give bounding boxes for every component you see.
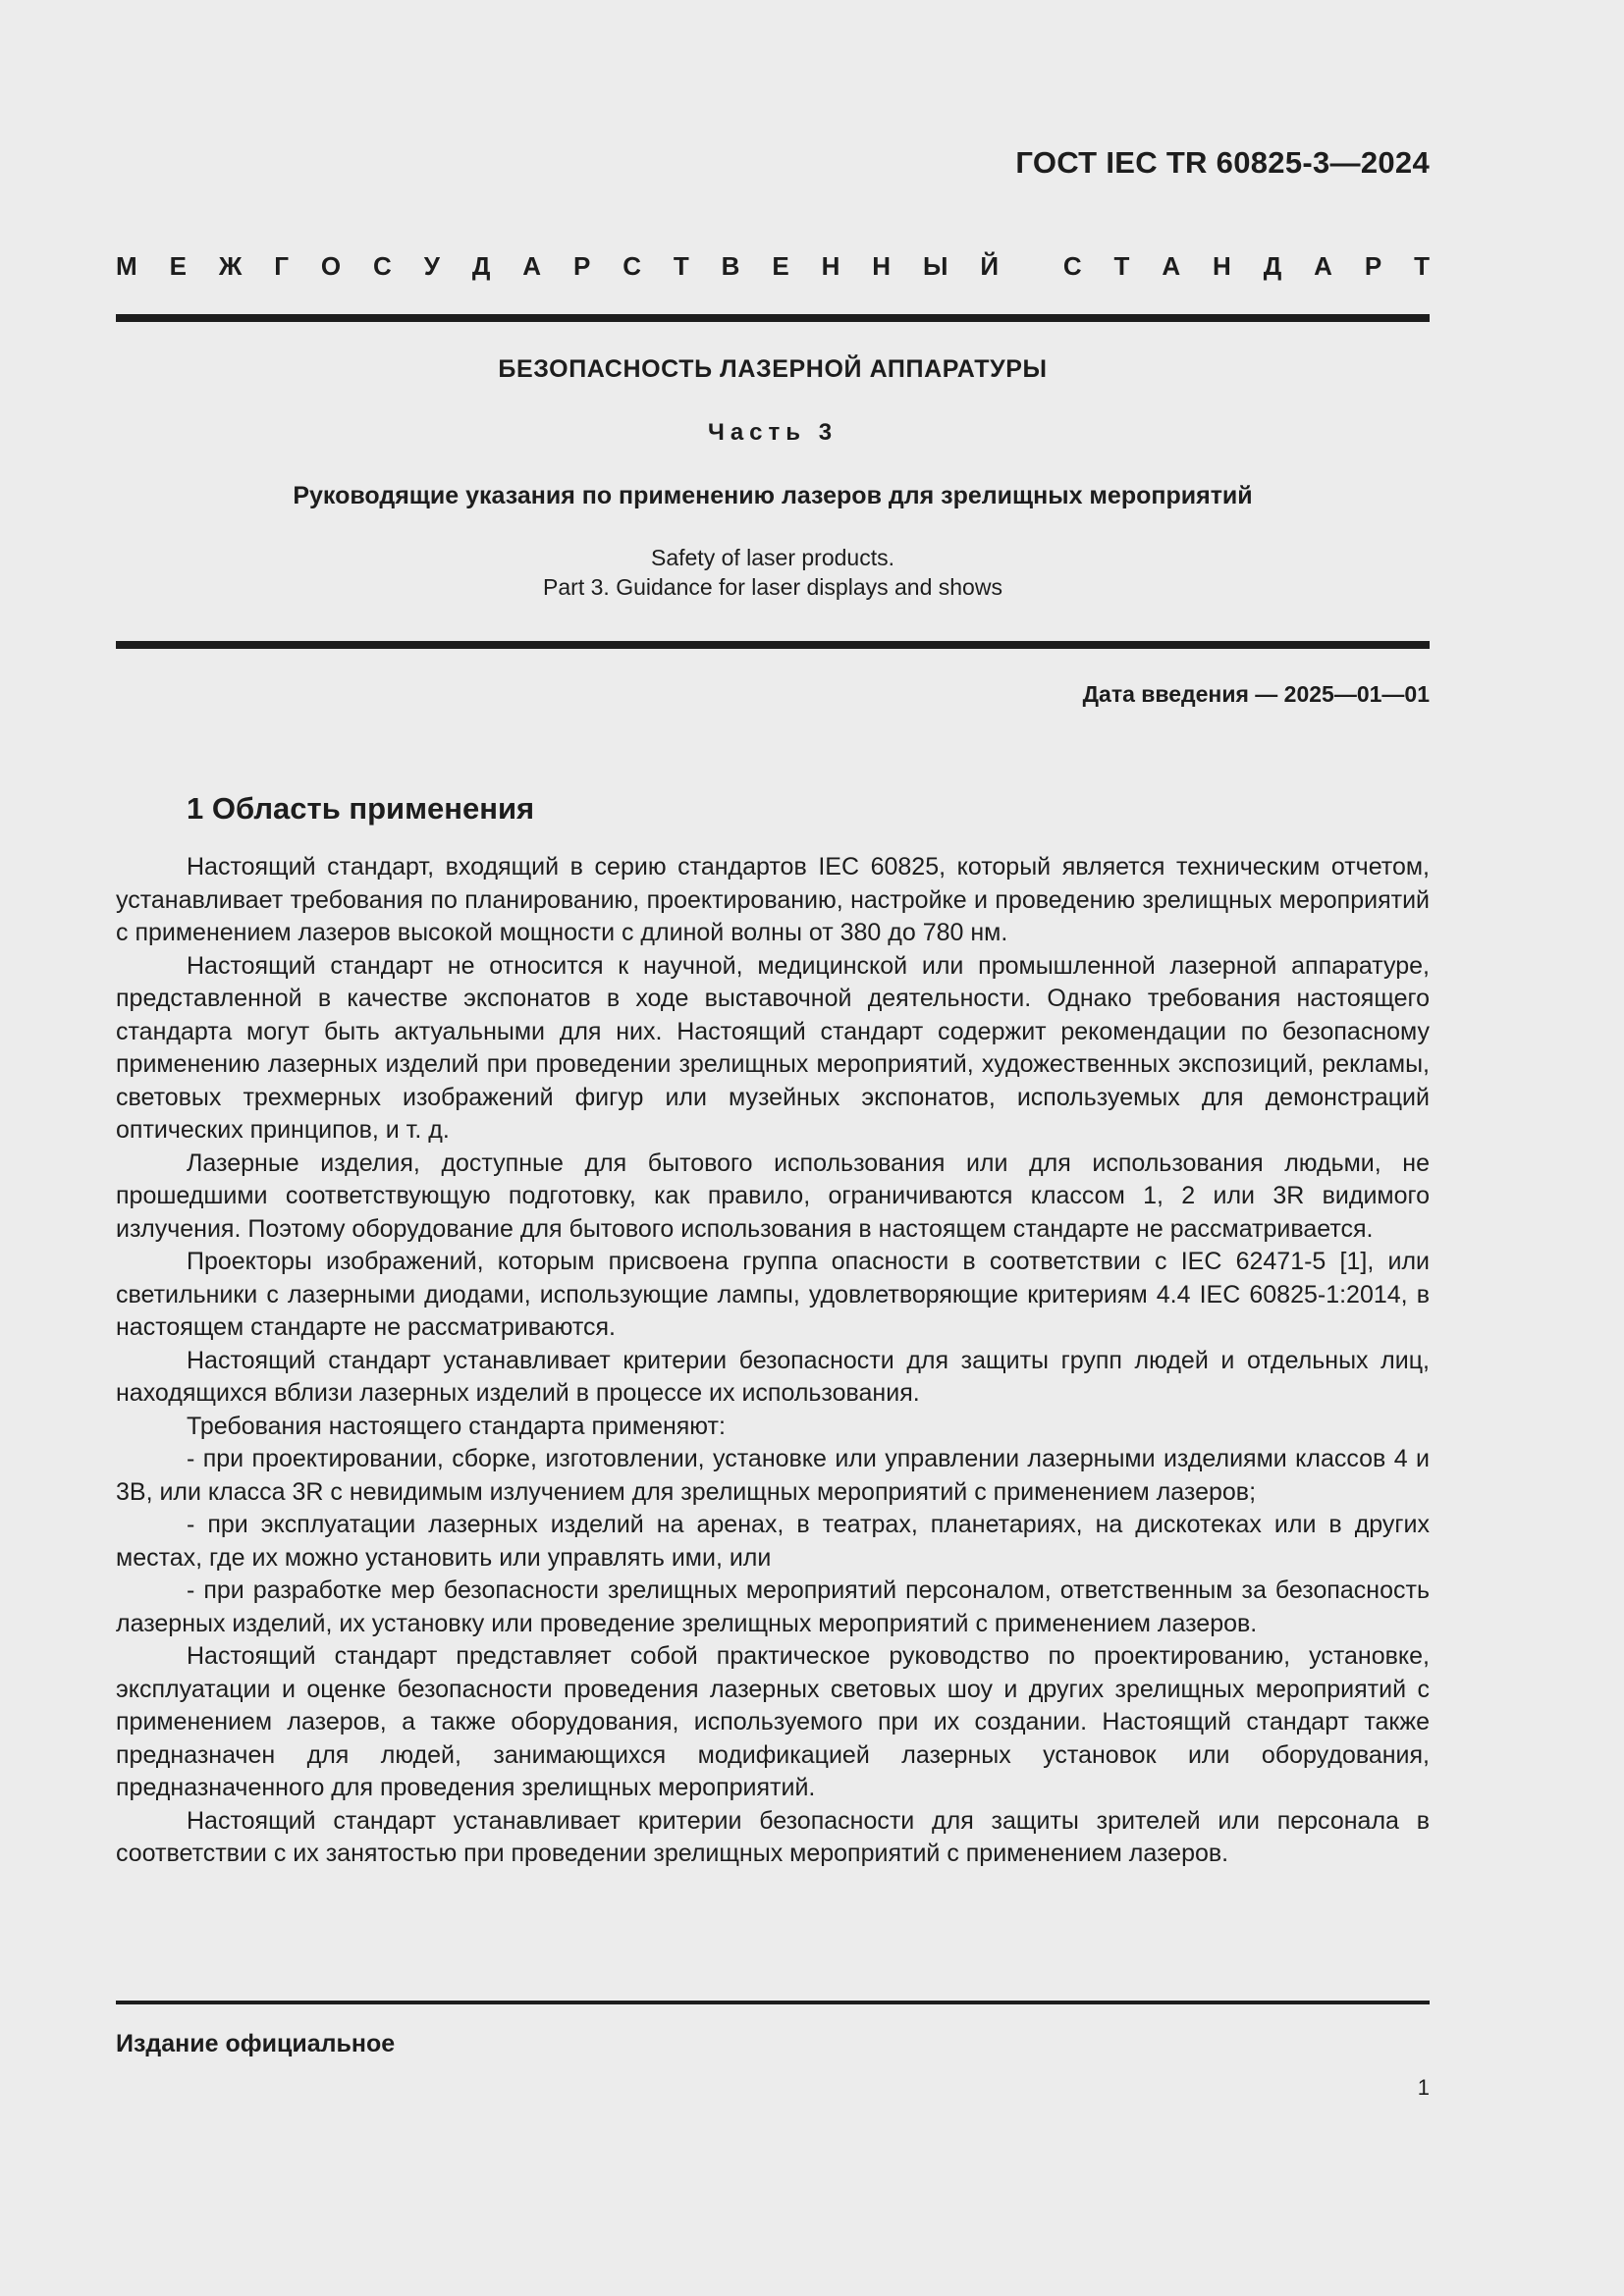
letter: С: [373, 251, 392, 281]
english-title-line: Part 3. Guidance for laser displays and shows: [543, 574, 1002, 600]
letter: Д: [471, 251, 491, 281]
letter: Й: [980, 251, 1000, 281]
letter: В: [721, 251, 740, 281]
letter: Г: [274, 251, 289, 281]
letter: С: [1062, 251, 1082, 281]
letter: У: [423, 251, 440, 281]
letter: Т: [673, 251, 689, 281]
paragraph: Настоящий стандарт не относится к научной, медицинской или промышленной лазерной аппаратуре, представленной в качестве экспонатов в ходе выставочной деятельности. Однако требования настоящего стандарта могут быть актуальными для них. Настоящий стандарт содержит рекомендации по безопасному применению лазерных изделий при проведении зрелищных мероприятий, художественных экспозиций, рекламы, световых трехмерных изображений фигур или музейных экспонатов, используемых для демонстраций оптических принципов, и т. д.: [116, 951, 1430, 1144]
letter: А: [522, 251, 542, 281]
letter: Н: [1213, 251, 1231, 281]
footer-divider: [116, 2001, 1430, 2004]
page-number: 1: [1417, 2075, 1430, 2100]
letter: Н: [821, 251, 840, 281]
letter: Ж: [218, 251, 243, 281]
document-part: Часть 3: [707, 419, 839, 446]
section-body: [116, 851, 1430, 1871]
letter: А: [1162, 251, 1181, 281]
letter: Е: [772, 251, 789, 281]
paragraph: Требования настоящего стандарта применяют:: [187, 1412, 726, 1440]
paragraph: Настоящий стандарт, входящий в серию стандартов IEC 60825, который является техническим отчетом, устанавливает требования по планированию, проектированию, настройке и проведению зрелищных мероприятий с применением лазеров высокой мощности с длиной волны от 380 до 780 нм.: [116, 853, 1430, 946]
edition-label: Издание официальное: [116, 2030, 396, 2057]
top-divider: [116, 314, 1430, 322]
title-divider: [116, 641, 1430, 649]
list-item: - при проектировании, сборке, изготовлении, установке или управлении лазерными изделиями классов 4 и 3В, или класса 3R с невидимым излучением для зрелищных мероприятий с применением лазеров;: [116, 1445, 1430, 1506]
list-item: - при эксплуатации лазерных изделий на аренах, в театрах, планетариях, на дискотеках или в других местах, где их можно установить или управлять ими, или: [116, 1511, 1430, 1572]
document-number: ГОСТ IEC TR 60825-3—2024: [1015, 145, 1430, 180]
paragraph: Настоящий стандарт устанавливает критерии безопасности для защиты групп людей и отдельных лиц, находящихся вблизи лазерных изделий в процессе их использования.: [116, 1346, 1430, 1407]
letter: Е: [169, 251, 187, 281]
paragraph: Лазерные изделия, доступные для бытового использования или для использования людьми, не прошедшими соответствующую подготовку, как правило, ограничиваются классом 1, 2 или 3R видимого излучения. Поэтому оборудование для бытового использования в настоящем стандарте не рассматривается.: [116, 1148, 1430, 1243]
letter: Т: [1414, 251, 1430, 281]
section-heading: 1 Область применения: [187, 791, 535, 826]
standard-type-heading: [116, 251, 1430, 282]
letter: А: [1314, 251, 1332, 281]
letter: Д: [1263, 251, 1282, 281]
paragraph: Настоящий стандарт представляет собой практическое руководство по проектированию, установке, эксплуатации и оценке безопасности проведения лазерных световых шоу и других зрелищных мероприятий с применением лазеров, а также оборудования, используемого при их создании. Настоящий стандарт также предназначен для людей, занимающихся модификацией лазерных установок или оборудования, предназначенного для проведения зрелищных мероприятий.: [116, 1642, 1430, 1801]
document-title: БЕЗОПАСНОСТЬ ЛАЗЕРНОЙ АППАРАТУРЫ: [498, 355, 1048, 383]
letter: Н: [872, 251, 892, 281]
letter: О: [320, 251, 342, 281]
document-subtitle: Руководящие указания по применению лазеров для зрелищных мероприятий: [293, 482, 1253, 509]
letter: Р: [1364, 251, 1382, 281]
paragraph: Настоящий стандарт устанавливает критерии безопасности для защиты зрителей или персонала в соответствии с их занятостью при проведении зрелищных мероприятий с применением лазеров.: [116, 1806, 1430, 1867]
letter: М: [116, 251, 137, 281]
letter: Р: [572, 251, 591, 281]
introduction-date: Дата введения — 2025—01—01: [1082, 681, 1430, 707]
letter: Т: [1113, 251, 1130, 281]
letter: С: [623, 251, 641, 281]
letter: Ы: [922, 251, 948, 281]
english-title-line: Safety of laser products.: [650, 545, 894, 570]
paragraph: Проекторы изображений, которым присвоена группа опасности в соответствии с IEC 62471-5 [1], или светильники с лазерными диодами, использующие лампы, удовлетворяющие критериям 4.4 IEC 60825-1:2014, в настоящем стандарте не рассматриваются.: [116, 1248, 1430, 1341]
english-title: [116, 543, 1430, 602]
list-item: - при разработке мер безопасности зрелищных мероприятий персоналом, ответственным за безопасность лазерных изделий, их установку или проведение зрелищных мероприятий с применением лазеров.: [116, 1576, 1430, 1637]
